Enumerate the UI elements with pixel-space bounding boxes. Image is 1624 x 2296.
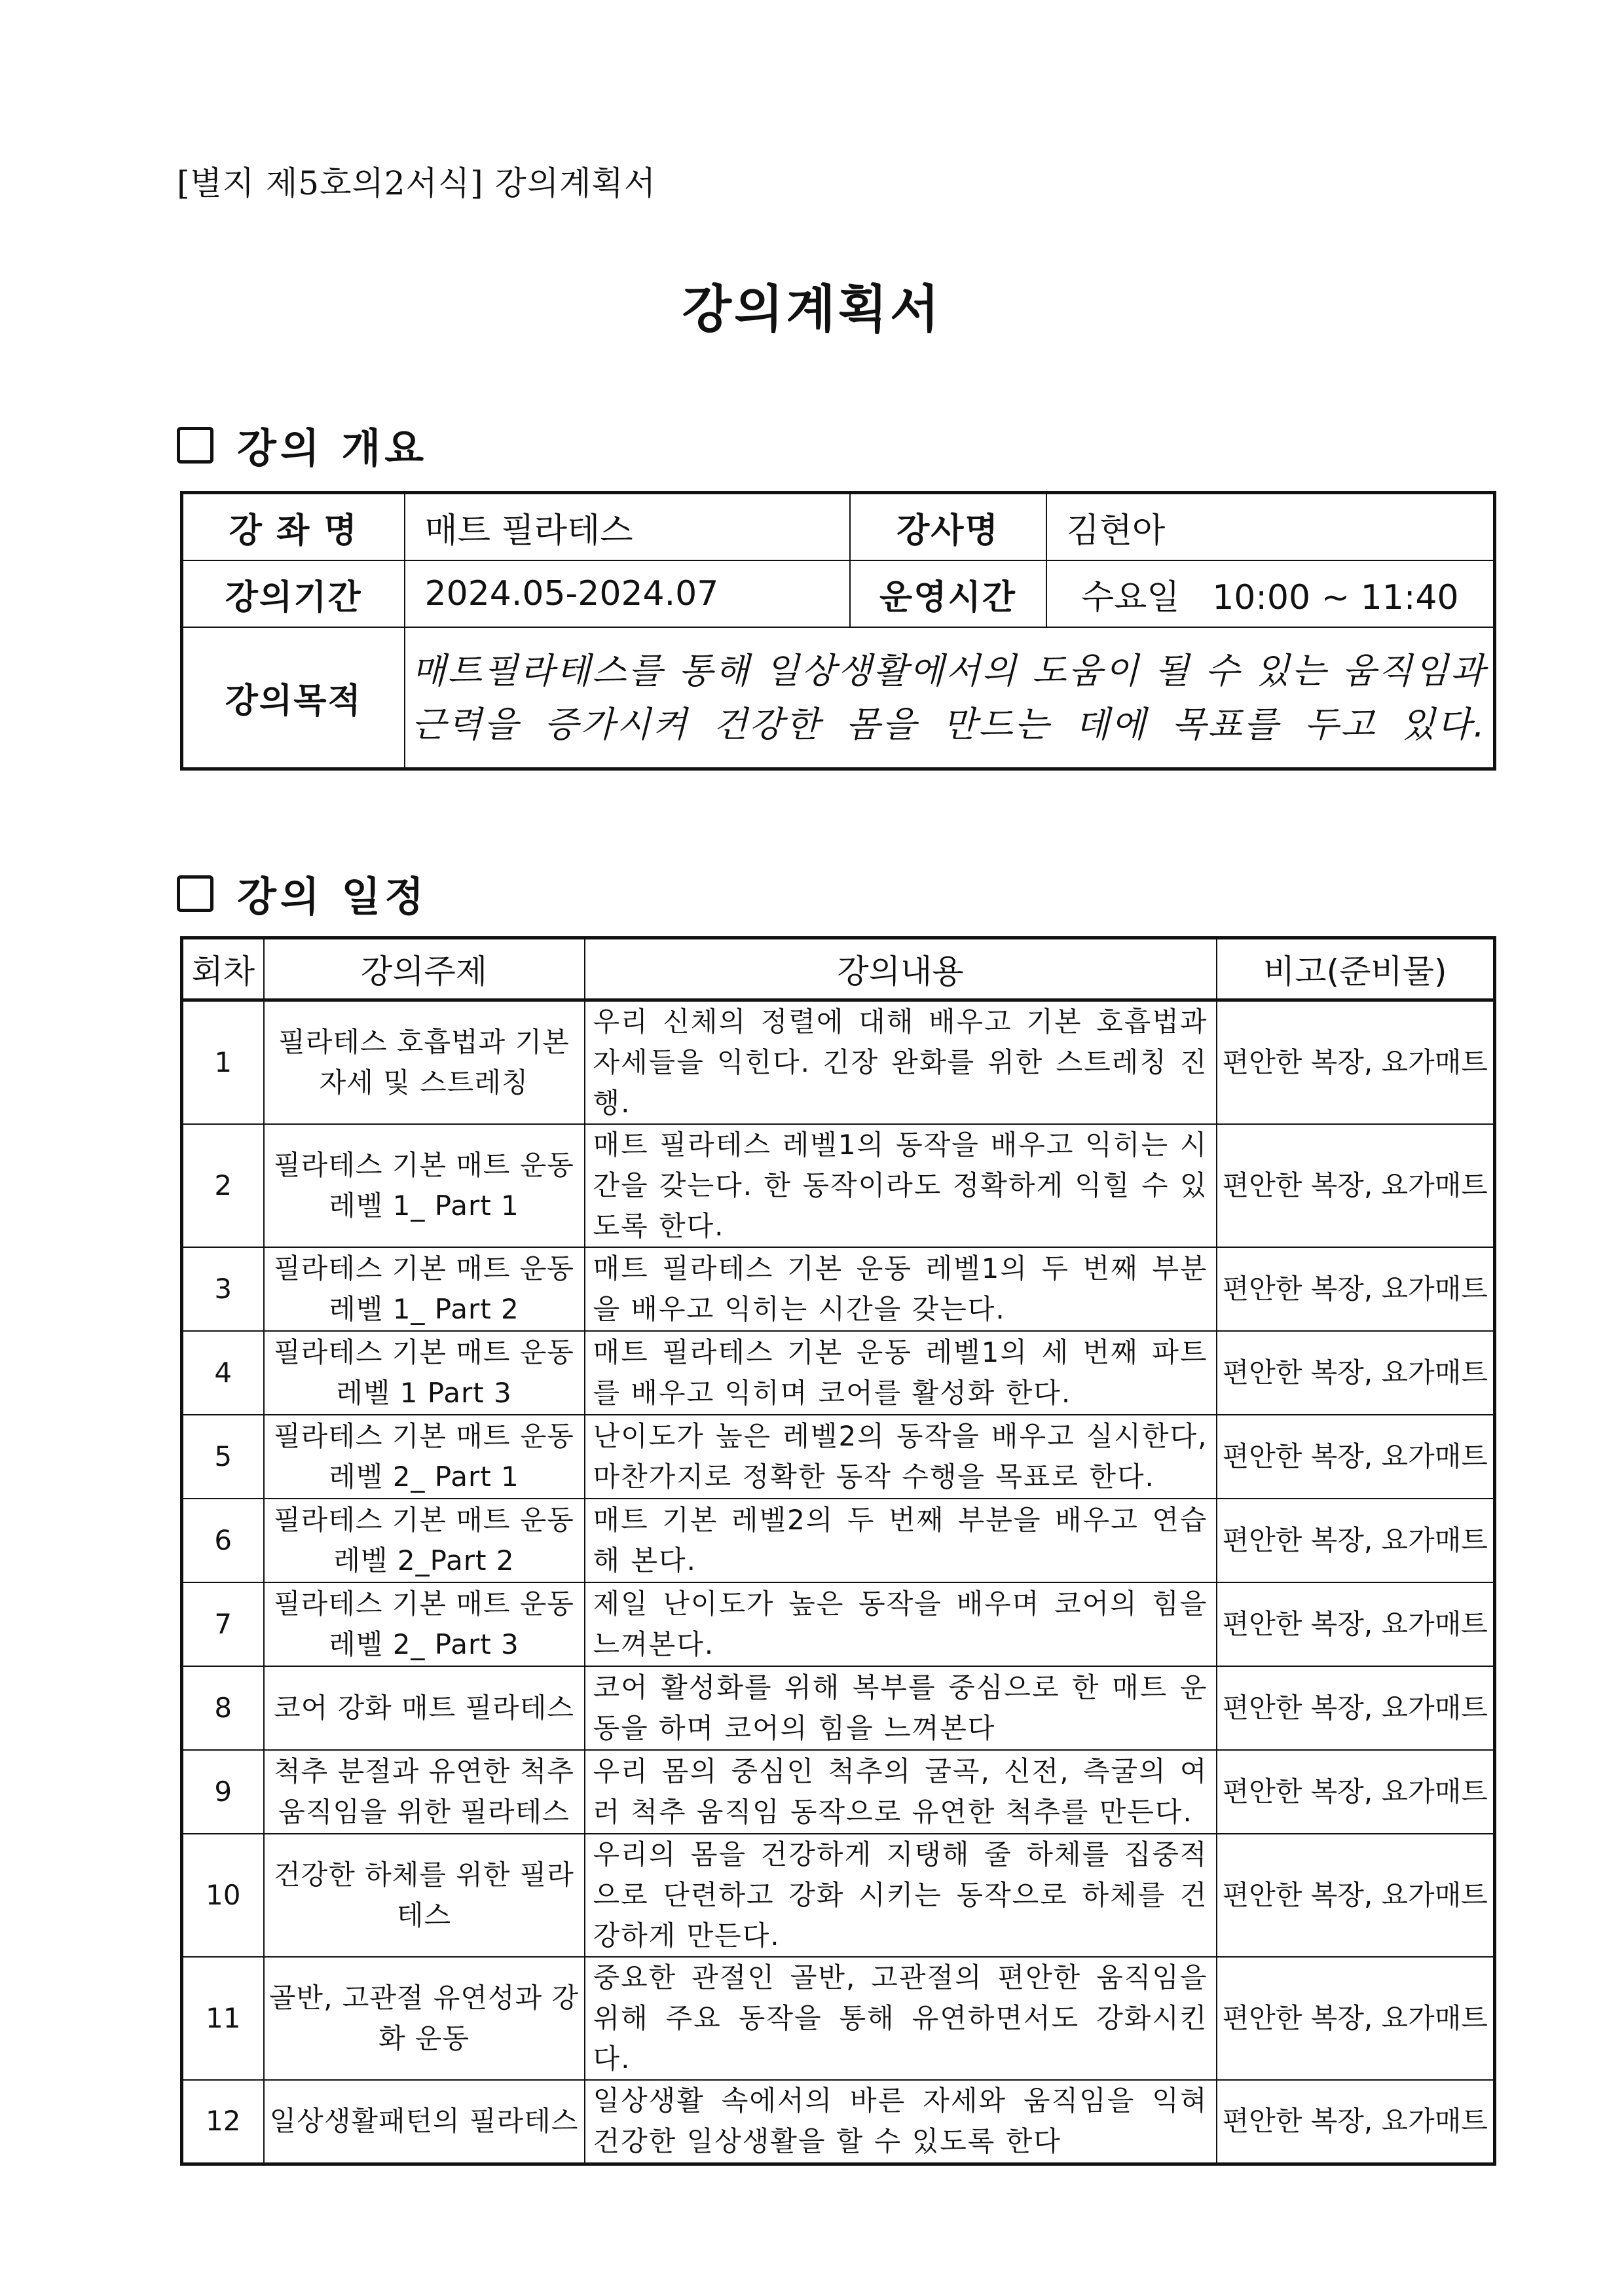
session-number: 11 <box>182 1957 264 2080</box>
session-topic: 필라테스 기본 매트 운동 레벨 1_ Part 1 <box>264 1124 585 1247</box>
session-topic: 코어 강화 매트 필라테스 <box>264 1666 585 1750</box>
schedule-header-row <box>182 938 1495 1000</box>
session-number: 8 <box>182 1666 264 1750</box>
session-note: 편안한 복장, 요가매트 <box>1217 1331 1495 1415</box>
purpose-label: 강의목적 <box>182 627 405 769</box>
session-number: 9 <box>182 1750 264 1834</box>
table-row <box>182 1124 1495 1247</box>
session-content: 우리 신체의 정렬에 대해 배우고 기본 호흡법과 자세들을 익힌다. 긴장 완화를 위한 스트레칭 진행. <box>585 1000 1217 1125</box>
session-number: 4 <box>182 1331 264 1415</box>
session-note: 편안한 복장, 요가매트 <box>1217 1957 1495 2080</box>
session-number: 6 <box>182 1499 264 1582</box>
session-note: 편안한 복장, 요가매트 <box>1217 1415 1495 1499</box>
session-number: 3 <box>182 1247 264 1331</box>
session-note: 편안한 복장, 요가매트 <box>1217 1750 1495 1834</box>
instructor-label: 강사명 <box>850 493 1046 561</box>
session-content: 우리 몸의 중심인 척추의 굴곡, 신전, 측굴의 여러 척추 움직임 동작으로 유연한 척추를 만든다. <box>585 1750 1217 1834</box>
session-content: 매트 필라테스 기본 운동 레벨1의 세 번째 파트를 배우고 익히며 코어를 활성화 한다. <box>585 1331 1217 1415</box>
session-note: 편안한 복장, 요가매트 <box>1217 1582 1495 1666</box>
checkbox-icon <box>177 875 213 912</box>
session-content: 제일 난이도가 높은 동작을 배우며 코어의 힘을 느껴본다. <box>585 1582 1217 1666</box>
period-value: 2024.05-2024.07 <box>405 560 850 627</box>
session-note: 편안한 복장, 요가매트 <box>1217 1000 1495 1125</box>
session-number: 10 <box>182 1834 264 1957</box>
session-topic: 일상생활패턴의 필라테스 <box>264 2080 585 2164</box>
header-session: 회차 <box>182 938 264 1000</box>
session-note: 편안한 복장, 요가매트 <box>1217 1834 1495 1957</box>
course-label: 강 좌 명 <box>182 493 405 561</box>
course-value: 매트 필라테스 <box>405 493 850 561</box>
session-topic: 필라테스 기본 매트 운동 레벨 2_ Part 3 <box>264 1582 585 1666</box>
session-topic: 골반, 고관절 유연성과 강화 운동 <box>264 1957 585 2080</box>
table-row <box>182 1834 1495 1957</box>
session-content: 매트 필라테스 기본 운동 레벨1의 두 번째 부분을 배우고 익히는 시간을 갖는다. <box>585 1247 1217 1331</box>
session-content: 난이도가 높은 레벨2의 동작을 배우고 실시한다, 마찬가지로 정확한 동작 수행을 목표로 한다. <box>585 1415 1217 1499</box>
section-overview-label: 강의 개요 <box>237 424 428 472</box>
instructor-value: 김현아 <box>1046 493 1495 561</box>
session-topic: 필라테스 호흡법과 기본자세 및 스트레칭 <box>264 1000 585 1125</box>
table-row <box>182 1666 1495 1750</box>
session-topic: 필라테스 기본 매트 운동 레벨 1_ Part 2 <box>264 1247 585 1331</box>
schedule-table <box>180 936 1496 2166</box>
page-title: 강의계획서 <box>682 280 942 339</box>
session-content: 매트 기본 레벨2의 두 번째 부분을 배우고 연습해 본다. <box>585 1499 1217 1582</box>
table-row <box>182 1331 1495 1415</box>
session-content: 우리의 몸을 건강하게 지탱해 줄 하체를 집중적으로 단련하고 강화 시키는 동작으로 하체를 건강하게 만든다. <box>585 1834 1217 1957</box>
table-row <box>182 1750 1495 1834</box>
hours-value: 수요일 10:00 ~ 11:40 <box>1046 560 1495 627</box>
session-number: 1 <box>182 1000 264 1125</box>
period-label: 강의기간 <box>182 560 405 627</box>
session-topic: 필라테스 기본 매트 운동 레벨 2_ Part 1 <box>264 1415 585 1499</box>
session-note: 편안한 복장, 요가매트 <box>1217 1499 1495 1582</box>
hours-label: 운영시간 <box>850 560 1046 627</box>
session-content: 일상생활 속에서의 바른 자세와 움직임을 익혀 건강한 일상생활을 할 수 있도록 한다 <box>585 2080 1217 2164</box>
header-content: 강의내용 <box>585 938 1217 1000</box>
table-row <box>182 1000 1495 1125</box>
overview-table <box>180 491 1496 771</box>
session-number: 12 <box>182 2080 264 2164</box>
table-row <box>182 1415 1495 1499</box>
table-row <box>182 1582 1495 1666</box>
header-note: 비고(준비물) <box>1217 938 1495 1000</box>
session-note: 편안한 복장, 요가매트 <box>1217 1124 1495 1247</box>
purpose-value: 매트필라테스를 통해 일상생활에서의 도움이 될 수 있는 움직임과 근력을 증가시켜 건강한 몸을 만드는 데에 목표를 두고 있다. <box>405 627 1495 769</box>
session-note: 편안한 복장, 요가매트 <box>1217 2080 1495 2164</box>
session-content: 중요한 관절인 골반, 고관절의 편안한 움직임을 위해 주요 동작을 통해 유연하면서도 강화시킨다. <box>585 1957 1217 2080</box>
session-topic: 필라테스 기본 매트 운동 레벨 2_Part 2 <box>264 1499 585 1582</box>
table-row <box>182 1499 1495 1582</box>
session-note: 편안한 복장, 요가매트 <box>1217 1666 1495 1750</box>
header-topic: 강의주제 <box>264 938 585 1000</box>
table-row <box>182 2080 1495 2164</box>
table-row <box>182 1247 1495 1331</box>
session-topic: 필라테스 기본 매트 운동 레벨 1 Part 3 <box>264 1331 585 1415</box>
session-topic: 척추 분절과 유연한 척추 움직임을 위한 필라테스 <box>264 1750 585 1834</box>
session-content: 매트 필라테스 레벨1의 동작을 배우고 익히는 시간을 갖는다. 한 동작이라도 정확하게 익힐 수 있도록 한다. <box>585 1124 1217 1247</box>
session-number: 2 <box>182 1124 264 1247</box>
section-schedule-label: 강의 일정 <box>237 873 428 920</box>
session-number: 5 <box>182 1415 264 1499</box>
checkbox-icon <box>177 427 213 464</box>
session-number: 7 <box>182 1582 264 1666</box>
section-overview-heading <box>177 416 428 474</box>
form-label: [별지 제5호의2서식] 강의계획서 <box>177 164 657 202</box>
session-note: 편안한 복장, 요가매트 <box>1217 1247 1495 1331</box>
table-row <box>182 1957 1495 2080</box>
session-topic: 건강한 하체를 위한 필라테스 <box>264 1834 585 1957</box>
section-schedule-heading <box>177 864 428 922</box>
session-content: 코어 활성화를 위해 복부를 중심으로 한 매트 운동을 하며 코어의 힘을 느껴본다 <box>585 1666 1217 1750</box>
